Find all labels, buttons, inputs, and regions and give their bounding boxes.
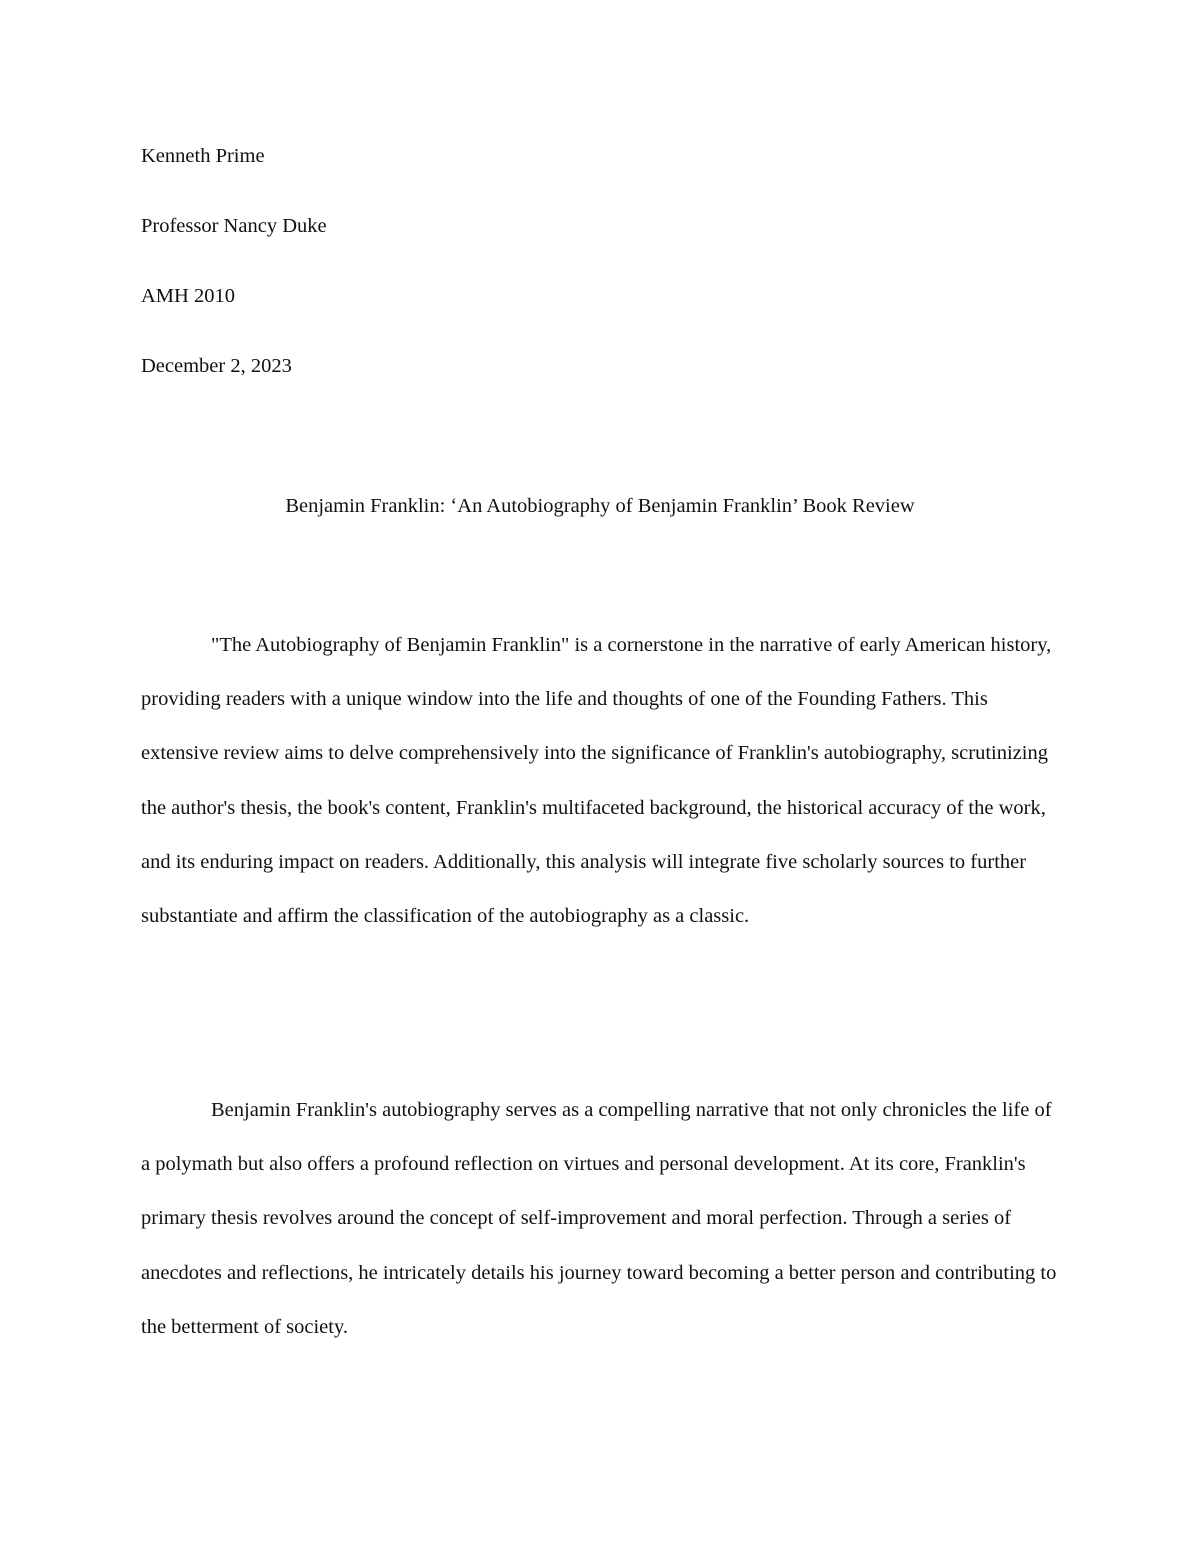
paper-date: December 2, 2023 xyxy=(141,355,292,377)
author-name: Kenneth Prime xyxy=(141,145,265,167)
body-paragraph-2: Benjamin Franklin's autobiography serves as a compelling narrative that not only chronicles the life of a polymath but also offers a profound reflection on virtues and personal development. At its core, Franklin's primary thesis revolves around the concept of self-improvement and moral perfection. Through a series of anecdotes and reflections, he intricately details his journey toward becoming a better person and contributing to the betterment of society. xyxy=(141,1099,1057,1338)
professor-name: Professor Nancy Duke xyxy=(141,215,327,237)
course-code: AMH 2010 xyxy=(141,285,235,307)
document-title: Benjamin Franklin: ‘An Autobiography of Benjamin Franklin’ Book Review xyxy=(285,495,915,517)
body-paragraph-1: "The Autobiography of Benjamin Franklin" is a cornerstone in the narrative of early American history, providing readers with a unique window into the life and thoughts of one of the Founding Fathers. This extensive review aims to delve comprehensively into the significance of Franklin's autobiography, scrutinizing the author's thesis, the book's content, Franklin's multifaceted background, the historical accuracy of the work, and its enduring impact on readers. Additionally, this analysis will integrate five scholarly sources to further substantiate and affirm the classification of the autobiography as a classic. xyxy=(141,634,1052,928)
